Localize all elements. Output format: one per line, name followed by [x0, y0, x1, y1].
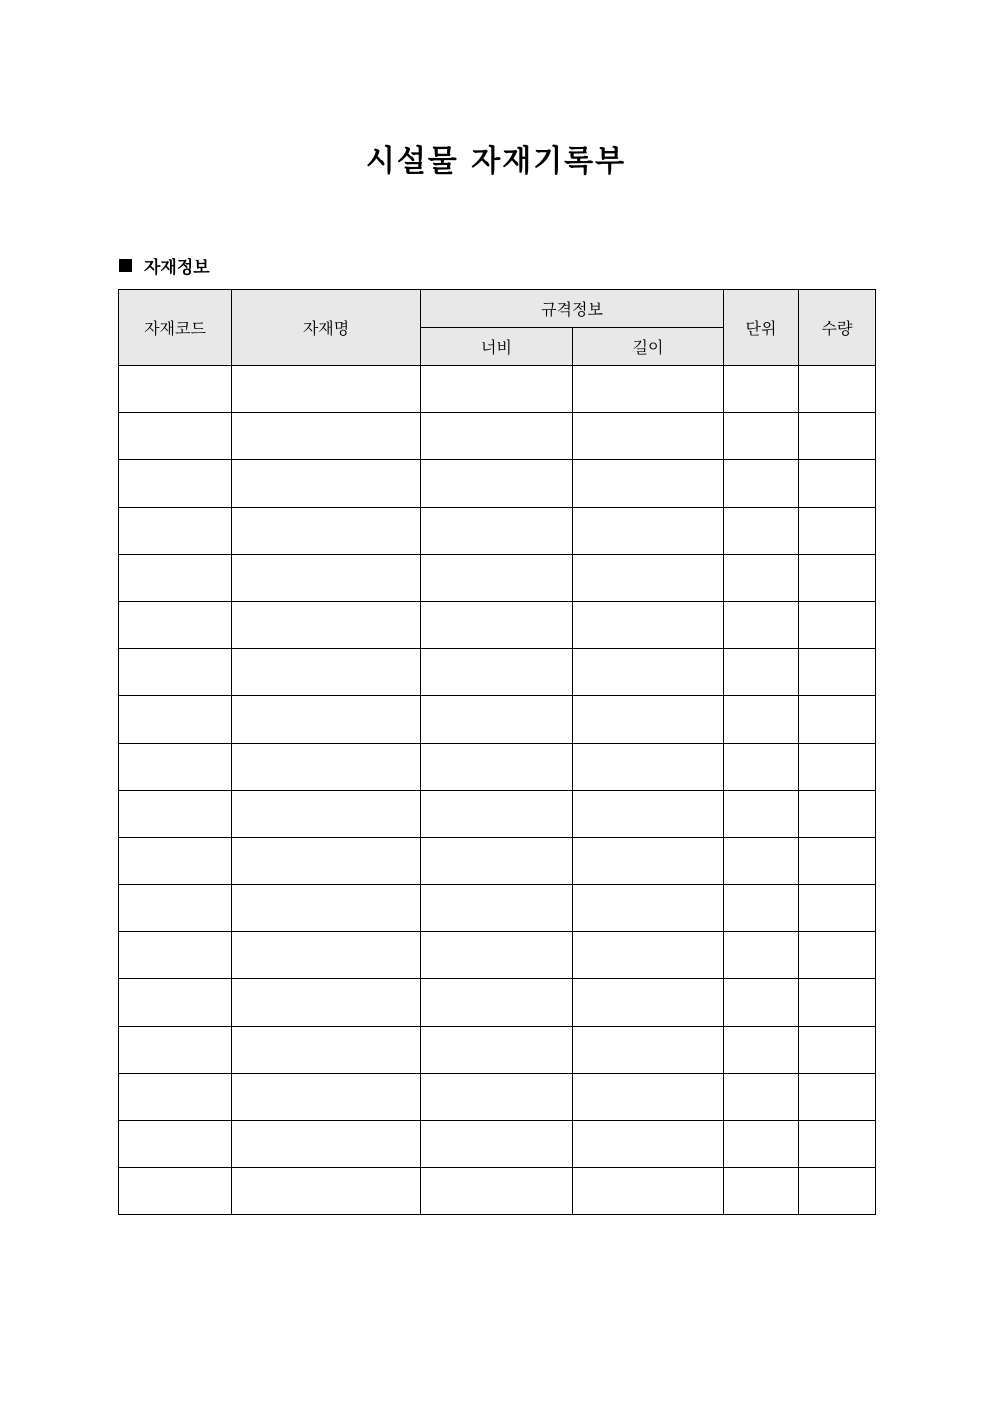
cell-width[interactable] [421, 696, 573, 743]
cell-length[interactable] [573, 1121, 724, 1168]
cell-name[interactable] [232, 1026, 421, 1073]
header-unit: 단위 [724, 290, 799, 366]
cell-qty[interactable] [799, 413, 876, 460]
cell-code[interactable] [119, 979, 232, 1026]
cell-name[interactable] [232, 649, 421, 696]
cell-code[interactable] [119, 1073, 232, 1120]
cell-name[interactable] [232, 1073, 421, 1120]
table-row [119, 366, 876, 413]
cell-code[interactable] [119, 1121, 232, 1168]
cell-length[interactable] [573, 507, 724, 554]
cell-unit[interactable] [724, 696, 799, 743]
cell-code[interactable] [119, 507, 232, 554]
header-code: 자재코드 [119, 290, 232, 366]
cell-length[interactable] [573, 649, 724, 696]
cell-width[interactable] [421, 366, 573, 413]
cell-name[interactable] [232, 366, 421, 413]
cell-width[interactable] [421, 1073, 573, 1120]
cell-qty[interactable] [799, 601, 876, 648]
cell-length[interactable] [573, 696, 724, 743]
cell-name[interactable] [232, 554, 421, 601]
cell-qty[interactable] [799, 790, 876, 837]
table-row [119, 932, 876, 979]
cell-width[interactable] [421, 1026, 573, 1073]
table-body [119, 366, 876, 1215]
cell-unit[interactable] [724, 1121, 799, 1168]
table-row [119, 460, 876, 507]
header-spec: 규격정보 [421, 290, 724, 328]
cell-code[interactable] [119, 743, 232, 790]
cell-unit[interactable] [724, 649, 799, 696]
cell-unit[interactable] [724, 366, 799, 413]
cell-qty[interactable] [799, 649, 876, 696]
table-row [119, 413, 876, 460]
cell-width[interactable] [421, 460, 573, 507]
cell-qty[interactable] [799, 1026, 876, 1073]
table-row [119, 790, 876, 837]
cell-code[interactable] [119, 837, 232, 884]
cell-qty[interactable] [799, 743, 876, 790]
cell-length[interactable] [573, 413, 724, 460]
table-row [119, 507, 876, 554]
cell-unit[interactable] [724, 932, 799, 979]
table-row [119, 601, 876, 648]
cell-width[interactable] [421, 1121, 573, 1168]
cell-qty[interactable] [799, 460, 876, 507]
page-title: 시설물 자재기록부 [365, 144, 627, 179]
cell-width[interactable] [421, 601, 573, 648]
cell-code[interactable] [119, 554, 232, 601]
section-label: 자재정보 [144, 258, 210, 278]
cell-length[interactable] [573, 979, 724, 1026]
cell-width[interactable] [421, 885, 573, 932]
materials-table [118, 289, 876, 1215]
cell-name[interactable] [232, 837, 421, 884]
cell-length[interactable] [573, 601, 724, 648]
cell-name[interactable] [232, 979, 421, 1026]
cell-qty[interactable] [799, 554, 876, 601]
cell-name[interactable] [232, 507, 421, 554]
cell-code[interactable] [119, 1026, 232, 1073]
cell-unit[interactable] [724, 460, 799, 507]
cell-qty[interactable] [799, 507, 876, 554]
cell-width[interactable] [421, 743, 573, 790]
cell-qty[interactable] [799, 696, 876, 743]
cell-length[interactable] [573, 1168, 724, 1215]
cell-name[interactable] [232, 1121, 421, 1168]
table-row [119, 696, 876, 743]
cell-length[interactable] [573, 885, 724, 932]
header-length: 길이 [573, 328, 724, 366]
cell-width[interactable] [421, 413, 573, 460]
table-row [119, 1073, 876, 1120]
cell-length[interactable] [573, 1073, 724, 1120]
cell-width[interactable] [421, 507, 573, 554]
cell-qty[interactable] [799, 837, 876, 884]
cell-length[interactable] [573, 366, 724, 413]
cell-code[interactable] [119, 366, 232, 413]
table-row [119, 743, 876, 790]
cell-unit[interactable] [724, 601, 799, 648]
cell-length[interactable] [573, 932, 724, 979]
header-width: 너비 [421, 328, 573, 366]
cell-unit[interactable] [724, 413, 799, 460]
cell-width[interactable] [421, 837, 573, 884]
cell-code[interactable] [119, 413, 232, 460]
cell-qty[interactable] [799, 979, 876, 1026]
cell-name[interactable] [232, 1168, 421, 1215]
cell-name[interactable] [232, 413, 421, 460]
section-heading [119, 253, 210, 278]
cell-unit[interactable] [724, 837, 799, 884]
cell-length[interactable] [573, 554, 724, 601]
table-row [119, 885, 876, 932]
cell-unit[interactable] [724, 1168, 799, 1215]
cell-name[interactable] [232, 743, 421, 790]
cell-length[interactable] [573, 837, 724, 884]
table-row [119, 554, 876, 601]
cell-unit[interactable] [724, 1026, 799, 1073]
cell-unit[interactable] [724, 1073, 799, 1120]
table-row [119, 649, 876, 696]
cell-unit[interactable] [724, 554, 799, 601]
cell-unit[interactable] [724, 979, 799, 1026]
table-row [119, 1121, 876, 1168]
cell-length[interactable] [573, 743, 724, 790]
cell-name[interactable] [232, 460, 421, 507]
cell-name[interactable] [232, 601, 421, 648]
cell-name[interactable] [232, 790, 421, 837]
cell-unit[interactable] [724, 507, 799, 554]
cell-name[interactable] [232, 696, 421, 743]
table-row [119, 1026, 876, 1073]
cell-length[interactable] [573, 1026, 724, 1073]
cell-code[interactable] [119, 932, 232, 979]
table-row [119, 979, 876, 1026]
cell-length[interactable] [573, 460, 724, 507]
cell-code[interactable] [119, 696, 232, 743]
cell-width[interactable] [421, 649, 573, 696]
cell-name[interactable] [232, 885, 421, 932]
black-square-icon [119, 259, 132, 272]
cell-unit[interactable] [724, 743, 799, 790]
cell-qty[interactable] [799, 1073, 876, 1120]
cell-code[interactable] [119, 460, 232, 507]
cell-unit[interactable] [724, 885, 799, 932]
header-qty: 수량 [799, 290, 876, 366]
cell-qty[interactable] [799, 1168, 876, 1215]
cell-length[interactable] [573, 790, 724, 837]
cell-name[interactable] [232, 932, 421, 979]
cell-qty[interactable] [799, 932, 876, 979]
table-row [119, 837, 876, 884]
cell-width[interactable] [421, 1168, 573, 1215]
cell-code[interactable] [119, 1168, 232, 1215]
cell-width[interactable] [421, 932, 573, 979]
cell-code[interactable] [119, 649, 232, 696]
cell-width[interactable] [421, 554, 573, 601]
header-name: 자재명 [232, 290, 421, 366]
cell-code[interactable] [119, 885, 232, 932]
cell-width[interactable] [421, 979, 573, 1026]
cell-unit[interactable] [724, 790, 799, 837]
cell-code[interactable] [119, 790, 232, 837]
cell-width[interactable] [421, 790, 573, 837]
cell-qty[interactable] [799, 1121, 876, 1168]
cell-qty[interactable] [799, 885, 876, 932]
cell-qty[interactable] [799, 366, 876, 413]
table-row [119, 1168, 876, 1215]
cell-code[interactable] [119, 601, 232, 648]
